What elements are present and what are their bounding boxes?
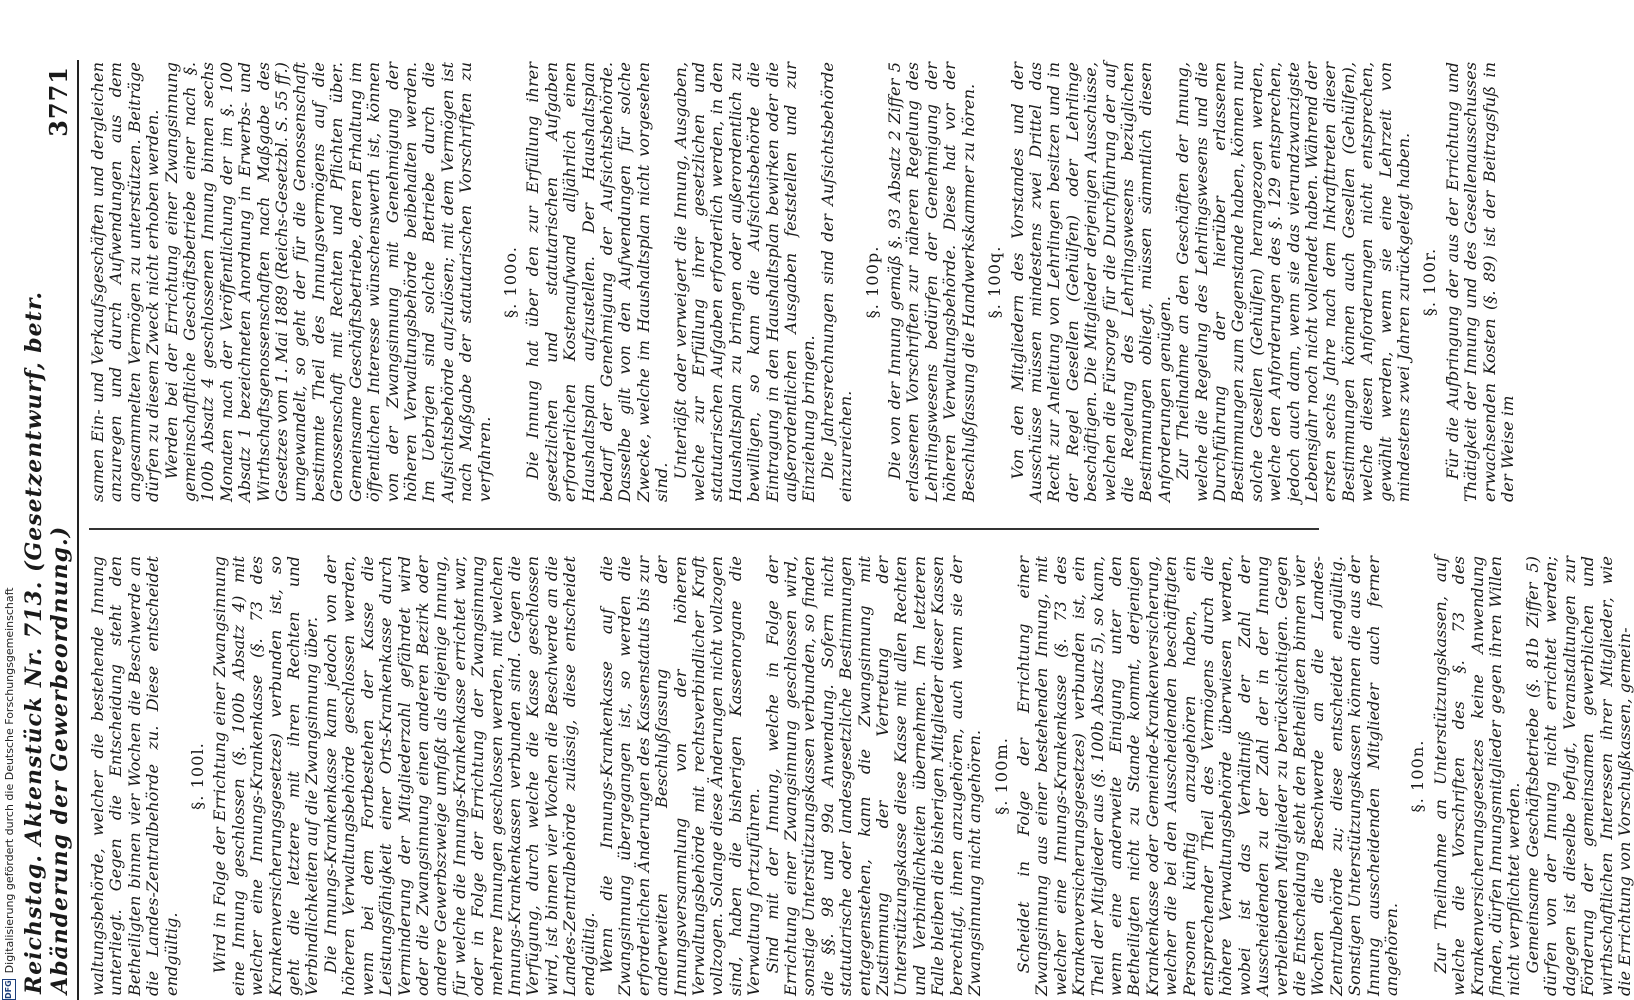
paragraph: Wird in Folge der Errichtung einer Zwangsinnung eine Innung geschlossen (§. 100b Absatz 4) mit welcher eine Innungs-Krankenkasse (§. 73 des Krankenversicherungsgesetzes) verbunden ist, so geht die letztere mit ihren Rechten und Verbindlichkeiten auf die Zwangsinnung über.: [210, 556, 322, 996]
column-divider: [89, 528, 1319, 530]
credit-text: Digitalisierung gefördert durch die Deutsche Forschungsgemeinschaft: [2, 587, 16, 974]
section-heading: §. 100l.: [188, 742, 208, 810]
section-heading: §. 100n.: [1408, 739, 1428, 813]
paragraph: Sind mit der Innung, welche in Folge der Errichtung einer Zwangsinnung geschlossen wird, sonstige Unterstützungskassen verbunden, so finden die §§. 98 und 99a Anwendung. Sofern nicht statutarische oder landesgesetzliche Bestimmungen entgegenstehen, kann die Zwangsinnung mit Zustimmung der Vertretung der Unterstützungskasse diese Kasse mit allen Rechten und Verbindlichkeiten übernehmen. Im letzteren Falle bleiben die bisherigen Mitglieder dieser Kassen berechtigt, ihnen anzugehören, auch wenn sie der Zwangsinnung nicht angehören.: [762, 556, 985, 996]
section-heading: §. 100q.: [985, 245, 1005, 319]
paragraph: samen Ein- und Verkaufsgeschäften und dergleichen anzuregen und durch Aufwendungen aus dem angesammelten Vermögen zu unterstützen. Beiträge dürfen zu diesem Zweck nicht erhoben werden.: [88, 62, 163, 502]
left-column: [88, 556, 1634, 996]
paragraph: Die Innung hat über den zur Erfüllung ihrer gesetzlichen und statutarischen Aufgaben erforderlichen Kostenaufwand alljährlich einen Haushaltsplan aufzustellen. Der Haushaltsplan bedarf der Genehmigung der Aufsichtsbehörde. Dasselbe gilt von den Aufwendungen für solche Zwecke, welche im Haushaltsplan nicht vorgesehen sind.: [523, 62, 672, 502]
section-heading: §. 100m.: [991, 737, 1011, 815]
header-title: Reichstag. Aktenstück Nr. 713. (Gesetzentwurf, betr. Abänderung der Gewerbeordnung.): [21, 290, 73, 994]
page-number: 3771: [44, 66, 73, 137]
paragraph: Wenn die Innungs-Krankenkasse auf die Zwangsinnung übergegangen ist, so werden die erforderlichen Änderungen des Kassenstatuts bis zur anderweiten Beschlußfassung der Innungsversammlung von der höheren Verwaltungsbehörde mit rechtsverbindlicher Kraft vollzogen. Solange diese Änderungen nicht vollzogen sind, haben die bisherigen Kassenorgane die Verwaltung fortzuführen.: [596, 556, 764, 996]
paragraph: Zur Theilnahme an Unterstützungskassen, auf welche die Vorschriften des §. 73 des Krankenversicherungsgesetzes keine Anwendung finden, dürfen Innungsmitglieder gegen ihren Willen nicht verpflichtet werden.: [1430, 556, 1524, 996]
paragraph: waltungsbehörde, welcher die bestehende Innung unterliegt. Gegen die Entscheidung steht den Betheiligten binnen vier Wochen die Beschwerde an die Landes-Zentralbehörde zu. Diese entscheidet endgültig.: [88, 556, 181, 996]
paragraph: Die Innungs-Krankenkasse kann jedoch von der höheren Verwaltungsbehörde geschlossen werden, wenn bei dem Fortbestehen der Kasse die Leistungsfähigkeit einer Orts-Krankenkasse durch Verminderung der Mitgliederzahl gefährdet wird oder die Zwangsinnung einen anderen Bezirk oder andere Gewerbszweige umfaßt als diejenige Innung, für welche die Innungs-Krankenkasse errichtet war, oder in Folge der Errichtung der Zwangsinnung mehrere Innungen geschlossen werden, mit welchen Innungs-Krankenkassen verbunden sind. Gegen die Verfügung, durch welche die Kasse geschlossen wird, ist binnen vier Wochen die Beschwerde an die Landes-Zentralbehörde zulässig, diese entscheidet endgültig.: [320, 556, 598, 996]
paragraph: Von den Mitgliedern des Vorstandes und der Ausschüsse müssen mindestens zwei Drittel das Recht zur Anleitung von Lehrlingen besitzen und in der Regel Gesellen (Gehülfen) oder Lehrlinge beschäftigen. Die Mitglieder derjenigen Ausschüsse, welchen die Fürsorge für die Durchführung der auf die Regelung des Lehrlingswesens bezüglichen Bestimmungen obliegt, müssen sämmtlich diesen Anforderungen genügen.: [1007, 62, 1174, 502]
paragraph: Werden bei der Errichtung einer Zwangsinnung gemeinschaftliche Geschäftsbetriebe einer nach §. 100b Absatz 4 geschlossenen Innung binnen sechs Monaten nach der Veröffentlichung der im §. 100 Absatz 1 bezeichneten Anordnung in Erwerbs- und Wirthschaftsgenossenschaften nach Maßgabe des Gesetzes vom 1. Mai 1889 (Reichs-Gesetzbl. S. 55 ff.) umgewandelt, so geht der für die Genossenschaft bestimmte Theil des Innungsvermögens auf die Genossenschaft mit Rechten und Pflichten über. Gemeinsame Geschäftsbetriebe, deren Erhaltung im öffentlichen Interesse wünschenswerth ist, können von der Zwangsinnung mit Genehmigung der höheren Verwaltungsbehörde beibehalten werden. Im Uebrigen sind solche Betriebe durch die Aufsichtsbehörde aufzulösen; mit dem Vermögen ist nach Maßgabe der statutarischen Vorschriften zu verfahren.: [161, 62, 494, 502]
paragraph: Die von der Innung gemäß §. 93 Absatz 2 Ziffer 5 erlassenen Vorschriften zur näheren Regelung des Lehrlingswesens bedürfen der Genehmigung der höheren Verwaltungsbehörde. Diese hat vor der Beschlußfassung die Handwerkskammer zu hören.: [885, 62, 978, 502]
rotated-page: [21, 40, 1634, 1000]
paragraph: Scheidet in Folge der Errichtung einer Zwangsinnung aus einer bestehenden Innung, mit welcher eine Innungs-Krankenkasse (§. 73 des Krankenversicherungsgesetzes) verbunden ist, ein Theil der Mitglieder aus (§. 100b Absatz 5), so kann, wenn eine anderweite Einigung unter den Betheiligten nicht zu Stande kommt, derjenigen Krankenkasse oder Gemeinde-Krankenversicherung, welcher die bei den Ausscheidenden beschäftigten Personen künftig anzugehören haben, ein entsprechender Theil des Vermögens durch die höhere Verwaltungsbehörde überwiesen werden, wobei ist das Verhältniß der Zahl der Ausscheidenden zu der Zahl der in der Innung verbleibenden Mitglieder zu berücksichtigen. Gegen die Entscheidung steht den Betheiligten binnen vier Wochen die Beschwerde an die Landes-Zentralbehörde zu; diese entscheidet endgültig. Sonstigen Unterstützungskassen können die aus der Innung ausscheidenden Mitglieder auch ferner angehören.: [1013, 556, 1402, 996]
digitization-credit: [0, 587, 30, 1000]
dfg-logo-icon: DFG: [2, 979, 16, 1000]
paragraph: Für die Aufbringung der aus der Errichtung und Thätigkeit der Innung und des Gesellenausschusses erwachsenden Kosten (§. 89) ist der Beitragsfuß in der Weise im: [1442, 62, 1518, 502]
page-header: [21, 60, 79, 1000]
right-column: [88, 62, 1518, 502]
paragraph: Zur Theilnahme an den Geschäften der Innung, welche die Regelung des Lehrlingswesens und die Durchführung der hierüber erlassenen Bestimmungen zum Gegenstande haben, können nur solche Gesellen (Gehülfen) herangezogen werden, welche den Anforderungen des §. 129 entsprechen, jedoch auch dann, wenn sie das vierundzwanzigste Lebensjahr noch nicht vollendet haben. Während der ersten sechs Jahre nach dem Inkrafttreten dieser Bestimmungen können auch Gesellen (Gehülfen), welche diesen Anforderungen nicht entsprechen, gewählt werden, wenn sie eine Lehrzeit von mindestens zwei Jahren zurückgelegt haben.: [1173, 62, 1414, 502]
section-heading: §. 100p.: [862, 245, 882, 319]
section-heading: §. 100r.: [1420, 247, 1440, 317]
paragraph: Gemeinsame Geschäftsbetriebe (§. 81b Ziffer 5) dürfen von der Innung nicht errichtet werden; dagegen ist dieselbe befugt, Veranstaltungen zur Förderung der gemeinsamen gewerblichen und wirthschaftlichen Interessen ihrer Mitglieder, wie die Errichtung von Vorschußkassen, gemein-: [1522, 556, 1634, 996]
section-heading: §. 100o.: [500, 246, 520, 318]
paragraph: Die Jahresrechnungen sind der Aufsichtsbehörde einzureichen.: [817, 62, 856, 502]
paragraph: Unterläßt oder verweigert die Innung, Ausgaben, welche zur Erfüllung ihrer gesetzlichen und statutarischen Aufgaben erforderlich werden, in den Haushaltsplan zu bringen oder außerordentlich zu bewilligen, so kann die Aufsichtsbehörde die Eintragung in den Haushaltsplan bewirken oder die außerordentlichen Ausgaben feststellen und zur Einziehung bringen.: [670, 62, 819, 502]
